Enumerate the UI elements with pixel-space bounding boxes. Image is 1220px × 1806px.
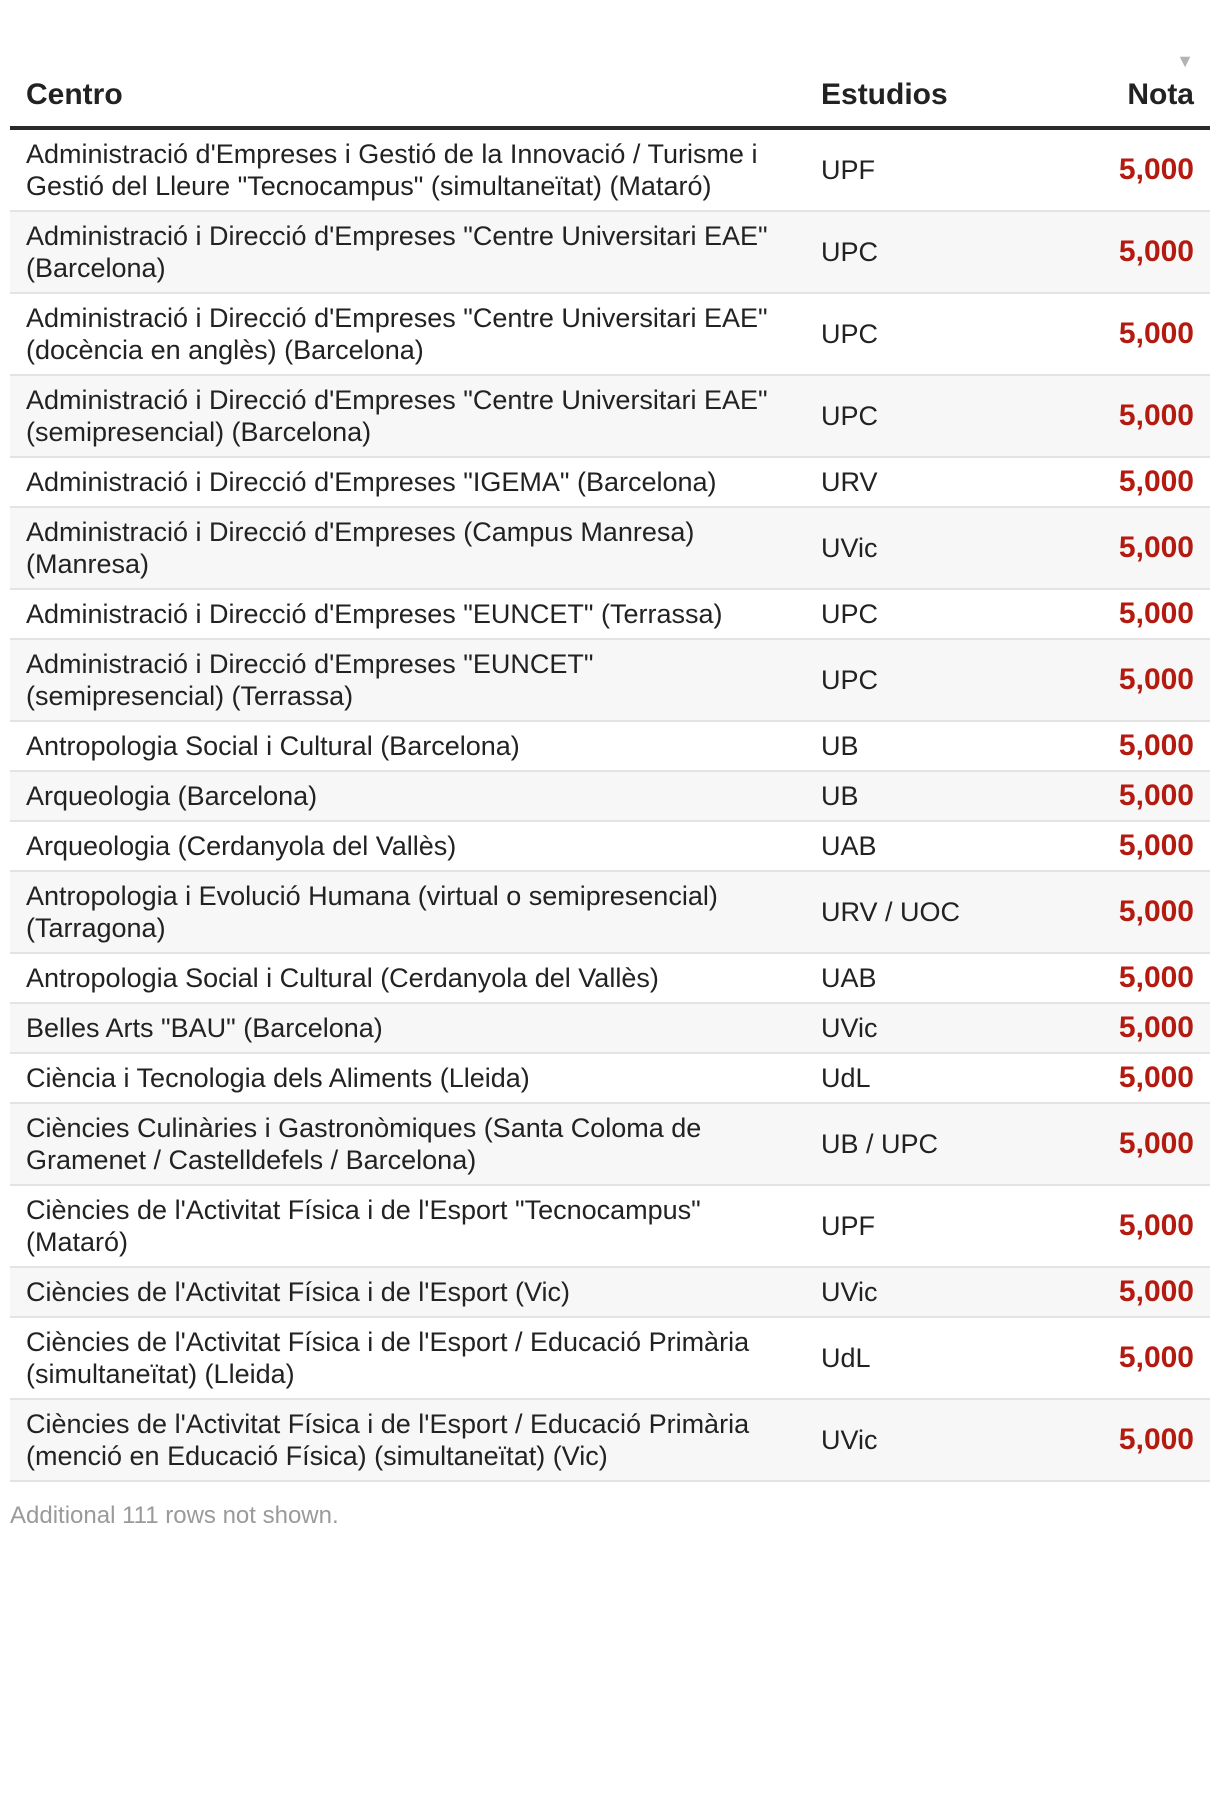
table-row (10, 211, 1210, 293)
table-row (10, 507, 1210, 589)
table-header (10, 51, 1210, 128)
cell-estudios: UPC (805, 639, 1090, 721)
cell-centro: Administració i Direcció d'Empreses (Campus Manresa) (Manresa) (10, 507, 805, 589)
cell-estudios: UPC (805, 375, 1090, 457)
cell-nota: 5,000 (1090, 1003, 1210, 1053)
table-row (10, 1053, 1210, 1103)
table-row (10, 1399, 1210, 1481)
cell-estudios: UPC (805, 293, 1090, 375)
table-row (10, 128, 1210, 211)
cell-nota: 5,000 (1090, 871, 1210, 953)
cell-nota: 5,000 (1090, 1399, 1210, 1481)
cell-centro: Ciències de l'Activitat Física i de l'Esport (Vic) (10, 1267, 805, 1317)
cell-estudios: UdL (805, 1317, 1090, 1399)
cell-centro: Administració i Direcció d'Empreses "Centre Universitari EAE" (Barcelona) (10, 211, 805, 293)
cell-centro: Administració i Direcció d'Empreses "EUNCET" (semipresencial) (Terrassa) (10, 639, 805, 721)
cell-nota: 5,000 (1090, 639, 1210, 721)
cell-estudios: UAB (805, 953, 1090, 1003)
cell-estudios: UB / UPC (805, 1103, 1090, 1185)
cell-centro: Ciència i Tecnologia dels Aliments (Lleida) (10, 1053, 805, 1103)
cell-nota: 5,000 (1090, 1317, 1210, 1399)
cell-nota: 5,000 (1090, 128, 1210, 211)
cell-centro: Belles Arts "BAU" (Barcelona) (10, 1003, 805, 1053)
table-row (10, 1185, 1210, 1267)
cell-centro: Administració i Direcció d'Empreses "Centre Universitari EAE" (semipresencial) (Barcelona) (10, 375, 805, 457)
table-row (10, 589, 1210, 639)
cell-estudios: UPC (805, 211, 1090, 293)
results-table (10, 51, 1210, 1482)
cell-centro: Ciències de l'Activitat Física i de l'Esport / Educació Primària (menció en Educació Física) (simultaneïtat) (Vic) (10, 1399, 805, 1481)
column-header-nota-label: Nota (1127, 78, 1194, 111)
rows-not-shown-note: Additional 111 rows not shown. (10, 1502, 339, 1529)
header-row (10, 78, 1210, 128)
sort-descending-icon[interactable]: ▼ (1176, 51, 1194, 71)
cell-centro: Antropologia i Evolució Humana (virtual o semipresencial) (Tarragona) (10, 871, 805, 953)
table-container (10, 51, 1220, 1530)
table-row (10, 639, 1210, 721)
cell-estudios: UdL (805, 1053, 1090, 1103)
cell-estudios: UVic (805, 1003, 1090, 1053)
cell-estudios: UB (805, 721, 1090, 771)
cell-nota: 5,000 (1090, 821, 1210, 871)
table-row (10, 1103, 1210, 1185)
cell-nota: 5,000 (1090, 1053, 1210, 1103)
cell-estudios: UVic (805, 507, 1090, 589)
table-row (10, 721, 1210, 771)
cell-nota: 5,000 (1090, 953, 1210, 1003)
cell-centro: Ciències de l'Activitat Física i de l'Esport / Educació Primària (simultaneïtat) (Lleida) (10, 1317, 805, 1399)
table-row (10, 375, 1210, 457)
table-row (10, 293, 1210, 375)
cell-estudios: UAB (805, 821, 1090, 871)
cell-centro: Administració i Direcció d'Empreses "EUNCET" (Terrassa) (10, 589, 805, 639)
cell-estudios: UVic (805, 1267, 1090, 1317)
cell-nota: 5,000 (1090, 457, 1210, 507)
table-row (10, 821, 1210, 871)
cell-estudios: URV (805, 457, 1090, 507)
column-header-nota[interactable] (1090, 51, 1210, 128)
column-header-centro[interactable]: Centro (10, 78, 805, 128)
cell-nota: 5,000 (1090, 589, 1210, 639)
cell-nota: 5,000 (1090, 211, 1210, 293)
cell-centro: Ciències de l'Activitat Física i de l'Esport "Tecnocampus" (Mataró) (10, 1185, 805, 1267)
cell-centro: Arqueologia (Cerdanyola del Vallès) (10, 821, 805, 871)
cell-centro: Administració i Direcció d'Empreses "IGEMA" (Barcelona) (10, 457, 805, 507)
cell-nota: 5,000 (1090, 1103, 1210, 1185)
cell-nota: 5,000 (1090, 771, 1210, 821)
cell-estudios: UPF (805, 1185, 1090, 1267)
cell-centro: Antropologia Social i Cultural (Cerdanyola del Vallès) (10, 953, 805, 1003)
cell-centro: Administració d'Empreses i Gestió de la Innovació / Turisme i Gestió del Lleure "Tecnocampus" (simultaneïtat) (Mataró) (10, 128, 805, 211)
cell-estudios: UPC (805, 589, 1090, 639)
table-row (10, 1267, 1210, 1317)
cell-estudios: UVic (805, 1399, 1090, 1481)
cell-estudios: URV / UOC (805, 871, 1090, 953)
table-row (10, 771, 1210, 821)
cell-nota: 5,000 (1090, 721, 1210, 771)
cell-centro: Arqueologia (Barcelona) (10, 771, 805, 821)
table-row (10, 1003, 1210, 1053)
table-row (10, 953, 1210, 1003)
table-row (10, 457, 1210, 507)
table-row (10, 1317, 1210, 1399)
cell-centro: Antropologia Social i Cultural (Barcelona) (10, 721, 805, 771)
cell-centro: Administració i Direcció d'Empreses "Centre Universitari EAE" (docència en anglès) (Barcelona) (10, 293, 805, 375)
cell-nota: 5,000 (1090, 1185, 1210, 1267)
table-row (10, 871, 1210, 953)
cell-nota: 5,000 (1090, 507, 1210, 589)
cell-centro: Ciències Culinàries i Gastronòmiques (Santa Coloma de Gramenet / Castelldefels / Barcelona) (10, 1103, 805, 1185)
cell-nota: 5,000 (1090, 293, 1210, 375)
cell-nota: 5,000 (1090, 375, 1210, 457)
cell-estudios: UPF (805, 128, 1090, 211)
table-body (10, 128, 1210, 1481)
cell-nota: 5,000 (1090, 1267, 1210, 1317)
column-header-estudios[interactable]: Estudios (805, 78, 1090, 128)
cell-estudios: UB (805, 771, 1090, 821)
